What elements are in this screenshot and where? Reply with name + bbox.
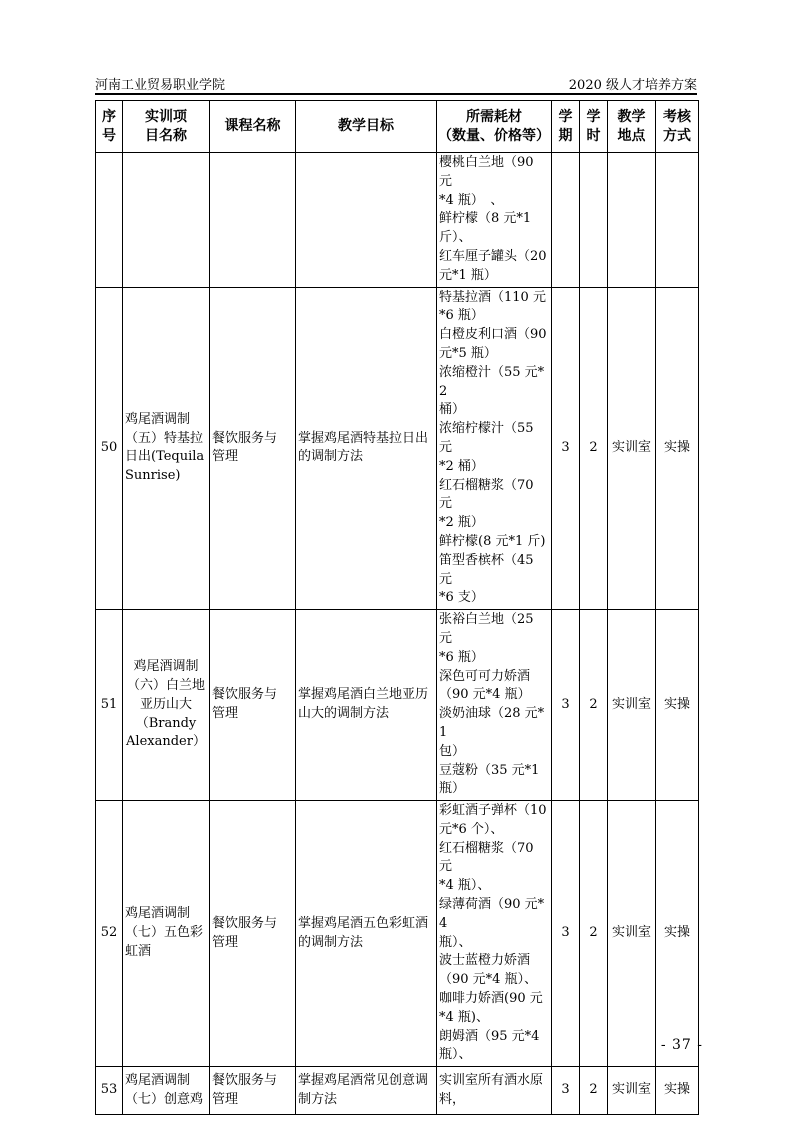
col-header-course: 课程名称 bbox=[210, 101, 296, 153]
cell-term: 3 bbox=[552, 287, 580, 610]
table-row-continued bbox=[96, 153, 699, 288]
cell-term: 3 bbox=[552, 1067, 580, 1115]
cell-assess: 实操 bbox=[656, 287, 699, 610]
header-doc-title: 2020 级人才培养方案 bbox=[568, 78, 697, 93]
cell-hours: 2 bbox=[580, 610, 608, 801]
cell-empty bbox=[552, 153, 580, 288]
cell-project: 鸡尾酒调制 （六）白兰地 亚历山大 （Brandy Alexander） bbox=[123, 610, 210, 801]
cell-place: 实训室 bbox=[608, 287, 656, 610]
cell-goal: 掌握鸡尾酒常见创意调 制方法 bbox=[296, 1067, 437, 1115]
col-header-project: 实训项 目名称 bbox=[123, 101, 210, 153]
page-number: - 37 - bbox=[660, 1037, 703, 1053]
cell-project: 鸡尾酒调制 （七）创意鸡 bbox=[123, 1067, 210, 1115]
cell-assess: 实操 bbox=[656, 801, 699, 1067]
table-row bbox=[96, 1067, 699, 1115]
cell-place: 实训室 bbox=[608, 801, 656, 1067]
cell-empty bbox=[210, 153, 296, 288]
cell-hours: 2 bbox=[580, 1067, 608, 1115]
cell-place: 实训室 bbox=[608, 610, 656, 801]
cell-no: 52 bbox=[96, 801, 123, 1067]
cell-course: 餐饮服务与 管理 bbox=[210, 801, 296, 1067]
col-header-goal: 教学目标 bbox=[296, 101, 437, 153]
header-rule bbox=[95, 93, 697, 95]
cell-no: 51 bbox=[96, 610, 123, 801]
cell-materials-continued: 樱桃白兰地（90 元 *4 瓶） 、 鲜柠檬（8 元*1 斤）、 红车厘子罐头（20 元*1 瓶） bbox=[437, 153, 552, 288]
cell-no: 53 bbox=[96, 1067, 123, 1115]
cell-project: 鸡尾酒调制 （七）五色彩 虹酒 bbox=[123, 801, 210, 1067]
cell-goal: 掌握鸡尾酒特基拉日出 的调制方法 bbox=[296, 287, 437, 610]
cell-empty bbox=[96, 153, 123, 288]
col-header-hours: 学 时 bbox=[580, 101, 608, 153]
cell-materials: 特基拉酒（110 元 *6 瓶） 白橙皮利口酒（90 元*5 瓶） 浓缩橙汁（55 元*2 桶） 浓缩柠檬汁（55 元 *2 桶） 红石榴糖浆（70 元 *2 瓶） 鲜柠檬(8 元*1 斤) 笛型香槟杯（45 元 *6 支） bbox=[437, 287, 552, 610]
training-table bbox=[95, 100, 699, 1115]
cell-hours: 2 bbox=[580, 801, 608, 1067]
col-header-materials: 所需耗材 （数量、价格等） bbox=[437, 101, 552, 153]
col-header-no: 序 号 bbox=[96, 101, 123, 153]
col-header-term: 学 期 bbox=[552, 101, 580, 153]
cell-term: 3 bbox=[552, 610, 580, 801]
cell-place: 实训室 bbox=[608, 1067, 656, 1115]
cell-empty bbox=[608, 153, 656, 288]
table-header-row bbox=[96, 101, 699, 153]
cell-empty bbox=[656, 153, 699, 288]
cell-course: 餐饮服务与 管理 bbox=[210, 1067, 296, 1115]
cell-empty bbox=[123, 153, 210, 288]
cell-empty bbox=[296, 153, 437, 288]
cell-goal: 掌握鸡尾酒白兰地亚历 山大的调制方法 bbox=[296, 610, 437, 801]
cell-goal: 掌握鸡尾酒五色彩虹酒 的调制方法 bbox=[296, 801, 437, 1067]
header-school-name: 河南工业贸易职业学院 bbox=[95, 78, 226, 93]
cell-materials: 张裕白兰地（25 元 *6 瓶） 深色可可力娇酒 （90 元*4 瓶） 淡奶油球（28 元*1 包） 豆蔻粉（35 元*1 瓶） bbox=[437, 610, 552, 801]
table-row bbox=[96, 287, 699, 610]
cell-project: 鸡尾酒调制 （五）特基拉 日出(Tequila Sunrise) bbox=[123, 287, 210, 610]
cell-course: 餐饮服务与 管理 bbox=[210, 287, 296, 610]
cell-empty bbox=[580, 153, 608, 288]
col-header-assess: 考核 方式 bbox=[656, 101, 699, 153]
cell-no: 50 bbox=[96, 287, 123, 610]
cell-assess: 实操 bbox=[656, 610, 699, 801]
cell-materials: 彩虹酒子弹杯（10 元*6 个）、 红石榴糖浆（70 元 *4 瓶）、 绿薄荷酒（90 元*4 瓶）、 波士蓝橙力娇酒 （90 元*4 瓶）、 咖啡力娇酒(90 元 *4 瓶)、 朗姆酒（95 元*4 瓶）、 bbox=[437, 801, 552, 1067]
table-row bbox=[96, 610, 699, 801]
cell-course: 餐饮服务与 管理 bbox=[210, 610, 296, 801]
cell-materials: 实训室所有酒水原 料， bbox=[437, 1067, 552, 1115]
col-header-place: 教学 地点 bbox=[608, 101, 656, 153]
cell-hours: 2 bbox=[580, 287, 608, 610]
cell-assess: 实操 bbox=[656, 1067, 699, 1115]
cell-term: 3 bbox=[552, 801, 580, 1067]
table-row bbox=[96, 801, 699, 1067]
